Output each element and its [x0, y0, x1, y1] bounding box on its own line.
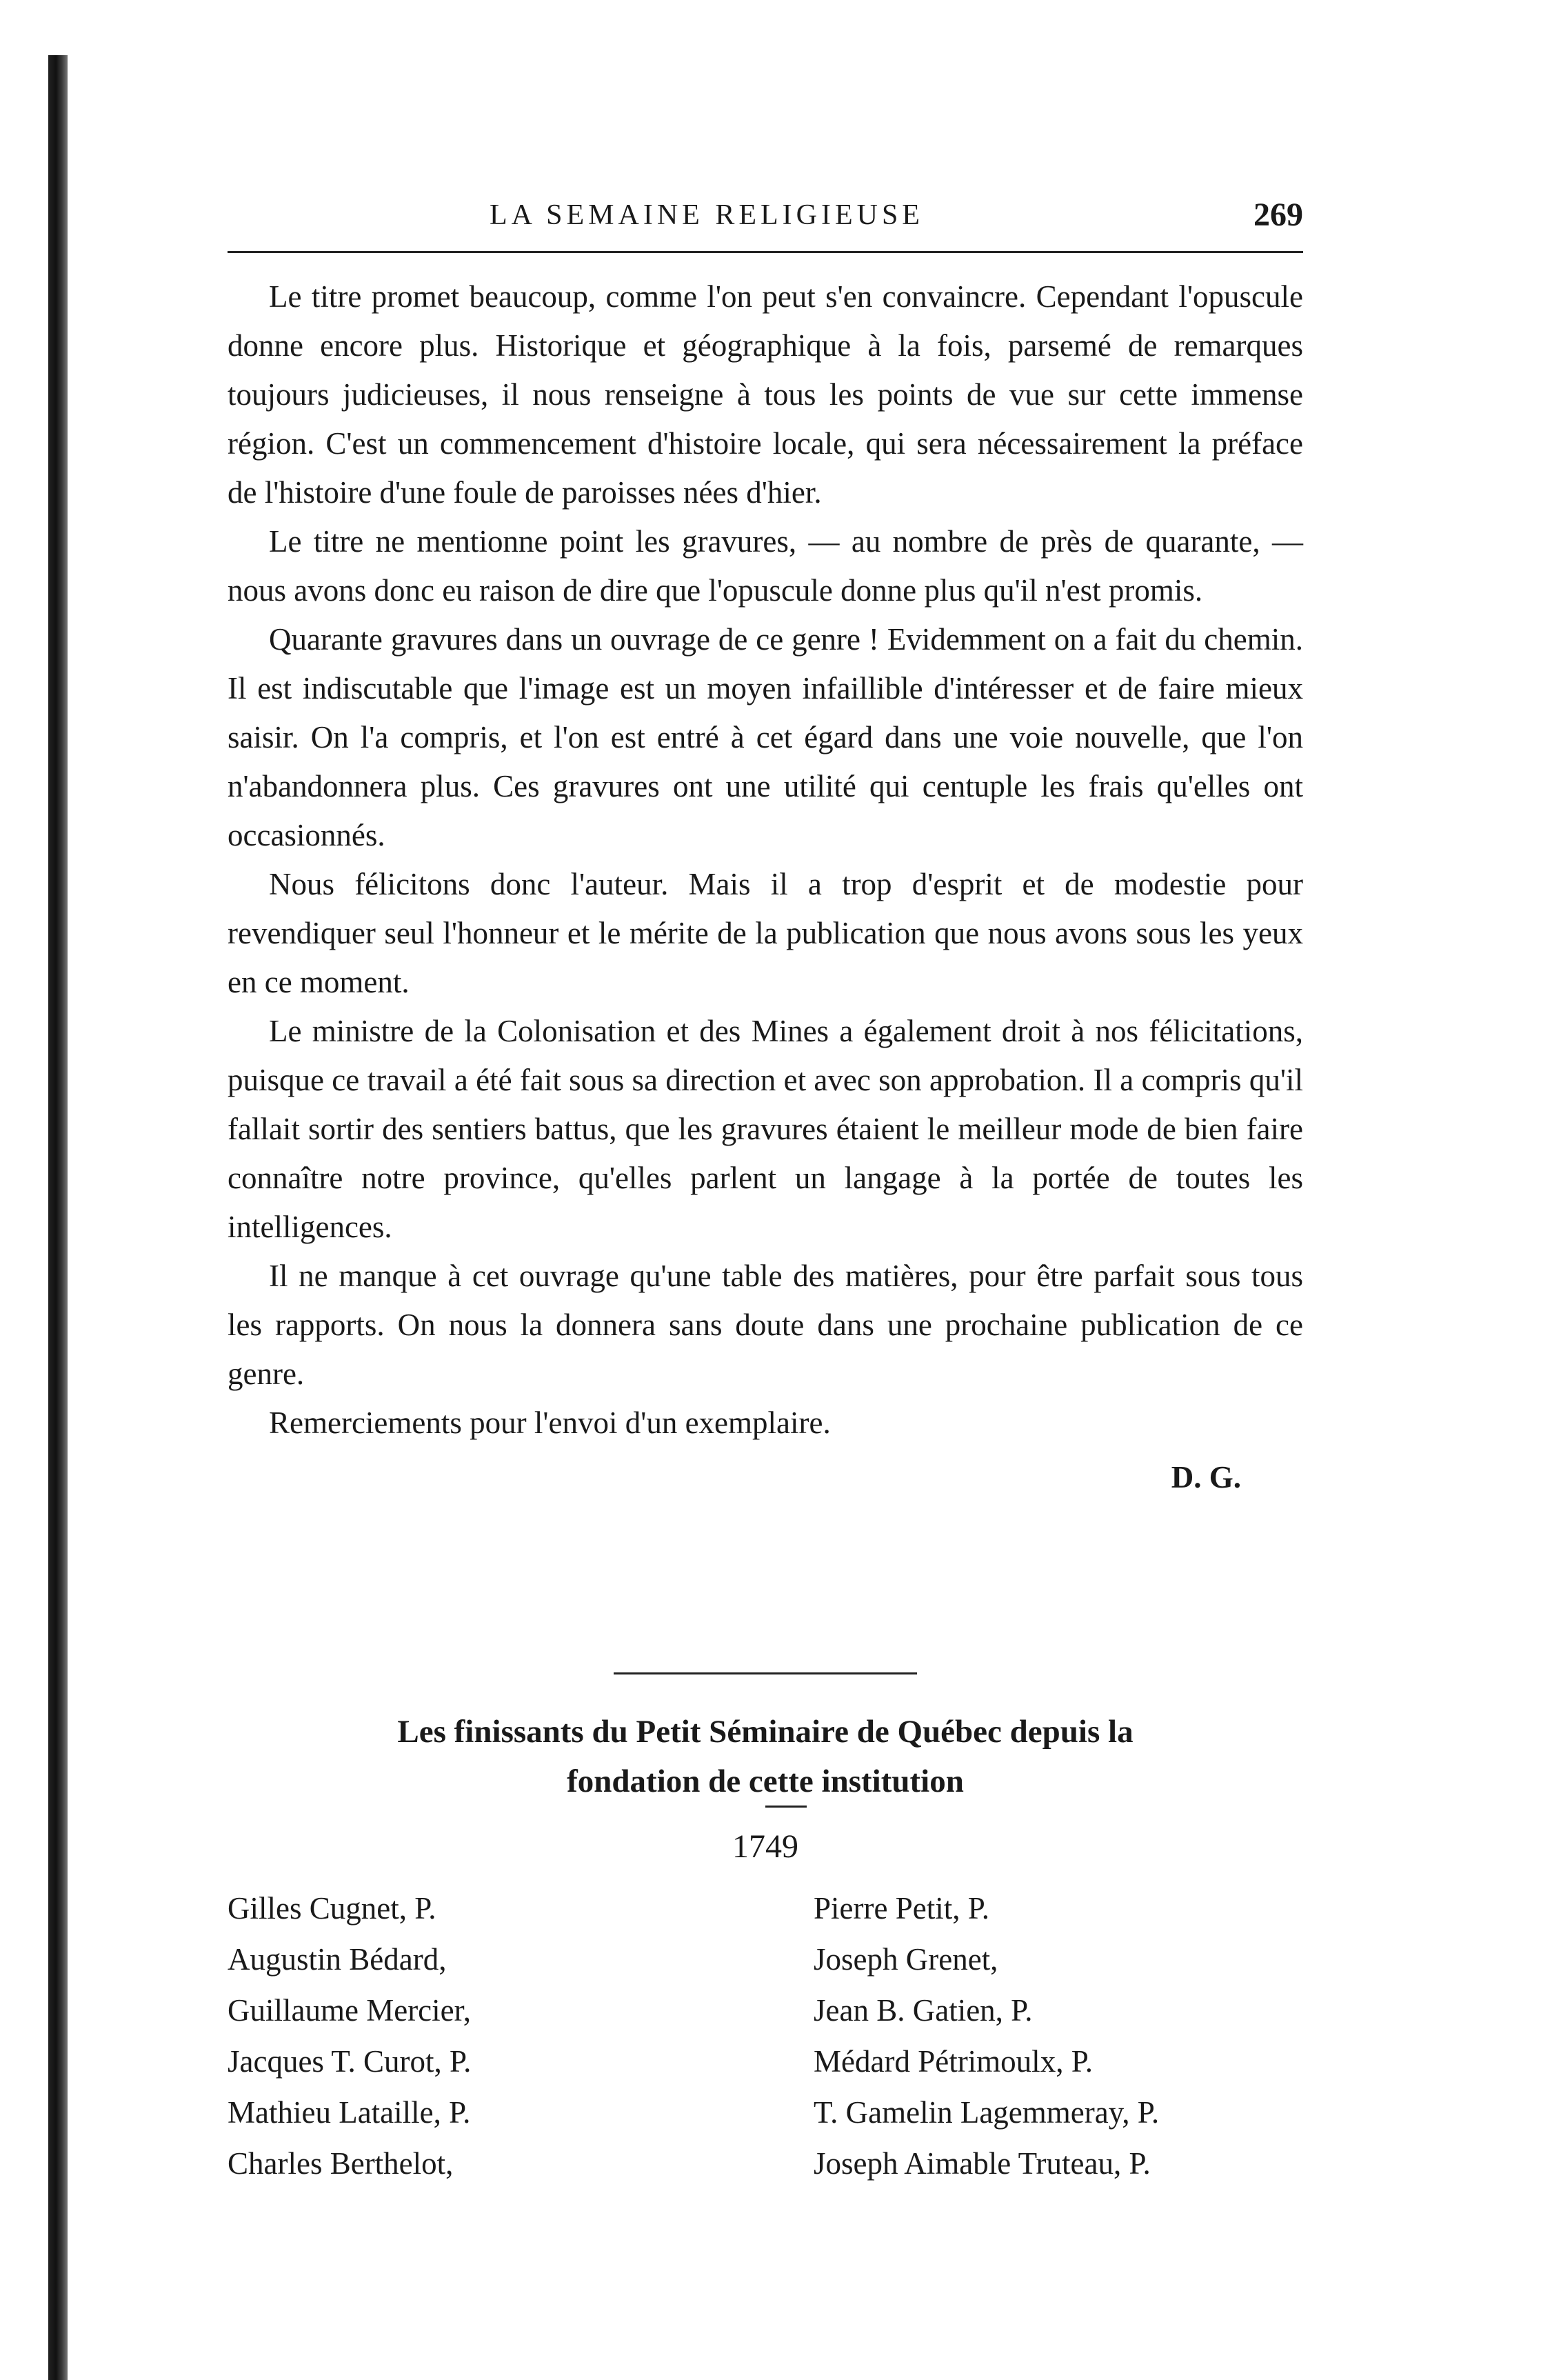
list-item: Gilles Cugnet, P.: [228, 1891, 436, 1926]
short-divider: [765, 1806, 807, 1808]
names-list: [228, 1883, 1303, 2189]
list-item: Jean B. Gatien, P.: [814, 1993, 1033, 2028]
running-title: LA SEMAINE RELIGIEUSE: [490, 199, 924, 231]
list-item: Joseph Grenet,: [814, 1942, 998, 1977]
page-header: [228, 199, 1303, 247]
list-item: Mathieu Lataille, P.: [228, 2095, 471, 2130]
book-binding-edge: [48, 55, 68, 2380]
paragraph: Le ministre de la Colonisation et des Mines a également droit à nos félicitations, puisque ce travail a été fait sous sa direction et avec son approbation. Il a compris qu'il fallait sortir des sentiers battus, que les gravures étaient le meilleur mode de bien faire connaître notre province, qu'elles parlent un langage à la portée de toutes les intelligences.: [228, 1014, 1303, 1244]
list-item: Joseph Aimable Truteau, P.: [814, 2146, 1151, 2181]
paragraph: Quarante gravures dans un ouvrage de ce genre ! Evidemment on a fait du chemin. Il est indiscutable que l'image est un moyen infaillible d'intéresser et de faire mieux saisir. On l'a compris, et l'on est entré à cet égard dans une voie nouvelle, que l'on n'abandonnera plus. Ces gravures ont une utilité qui centuple les frais qu'elles ont occasionnés.: [228, 622, 1303, 852]
paragraph: Le titre ne mentionne point les gravures, — au nombre de près de quarante, — nous avons donc eu raison de dire que l'opuscule donne plus qu'il n'est promis.: [228, 524, 1303, 608]
list-item: Charles Berthelot,: [228, 2146, 454, 2181]
section-title-line: fondation de cette institution: [567, 1763, 964, 1799]
section-divider: [614, 1672, 917, 1674]
section-title-line: Les finissants du Petit Séminaire de Québec depuis la: [397, 1714, 1134, 1750]
list-item: Médard Pétrimoulx, P.: [814, 2044, 1093, 2079]
paragraph: Il ne manque à cet ouvrage qu'une table des matières, pour être parfait sous tous les rapports. On nous la donnera sans doute dans une prochaine publication de ce genre.: [228, 1259, 1303, 1391]
section-title: [228, 1707, 1303, 1806]
article-body: [228, 272, 1303, 1502]
year-heading: 1749: [732, 1828, 798, 1865]
list-item: Pierre Petit, P.: [814, 1891, 989, 1926]
paragraph: Le titre promet beaucoup, comme l'on peut s'en convaincre. Cependant l'opuscule donne encore plus. Historique et géographique à la fois, parsemé de remarques toujours judicieuses, il nous renseigne à tous les points de vue sur cette immense région. C'est un commencement d'histoire locale, qui sera nécessairement la préface de l'histoire d'une foule de paroisses nées d'hier.: [228, 279, 1303, 510]
list-item: Augustin Bédard,: [228, 1942, 447, 1977]
list-item: Jacques T. Curot, P.: [228, 2044, 472, 2079]
page-number: 269: [1253, 197, 1303, 233]
paragraph: Remerciements pour l'envoi d'un exemplaire.: [269, 1406, 831, 1440]
header-rule: [228, 251, 1303, 253]
author-signature: D. G.: [1171, 1460, 1241, 1494]
paragraph: Nous félicitons donc l'auteur. Mais il a trop d'esprit et de modestie pour revendiquer seul l'honneur et le mérite de la publication que nous avons sous les yeux en ce moment.: [228, 867, 1303, 999]
page: [228, 0, 1303, 2380]
list-item: T. Gamelin Lagemmeray, P.: [814, 2095, 1160, 2130]
list-item: Guillaume Mercier,: [228, 1993, 472, 2028]
